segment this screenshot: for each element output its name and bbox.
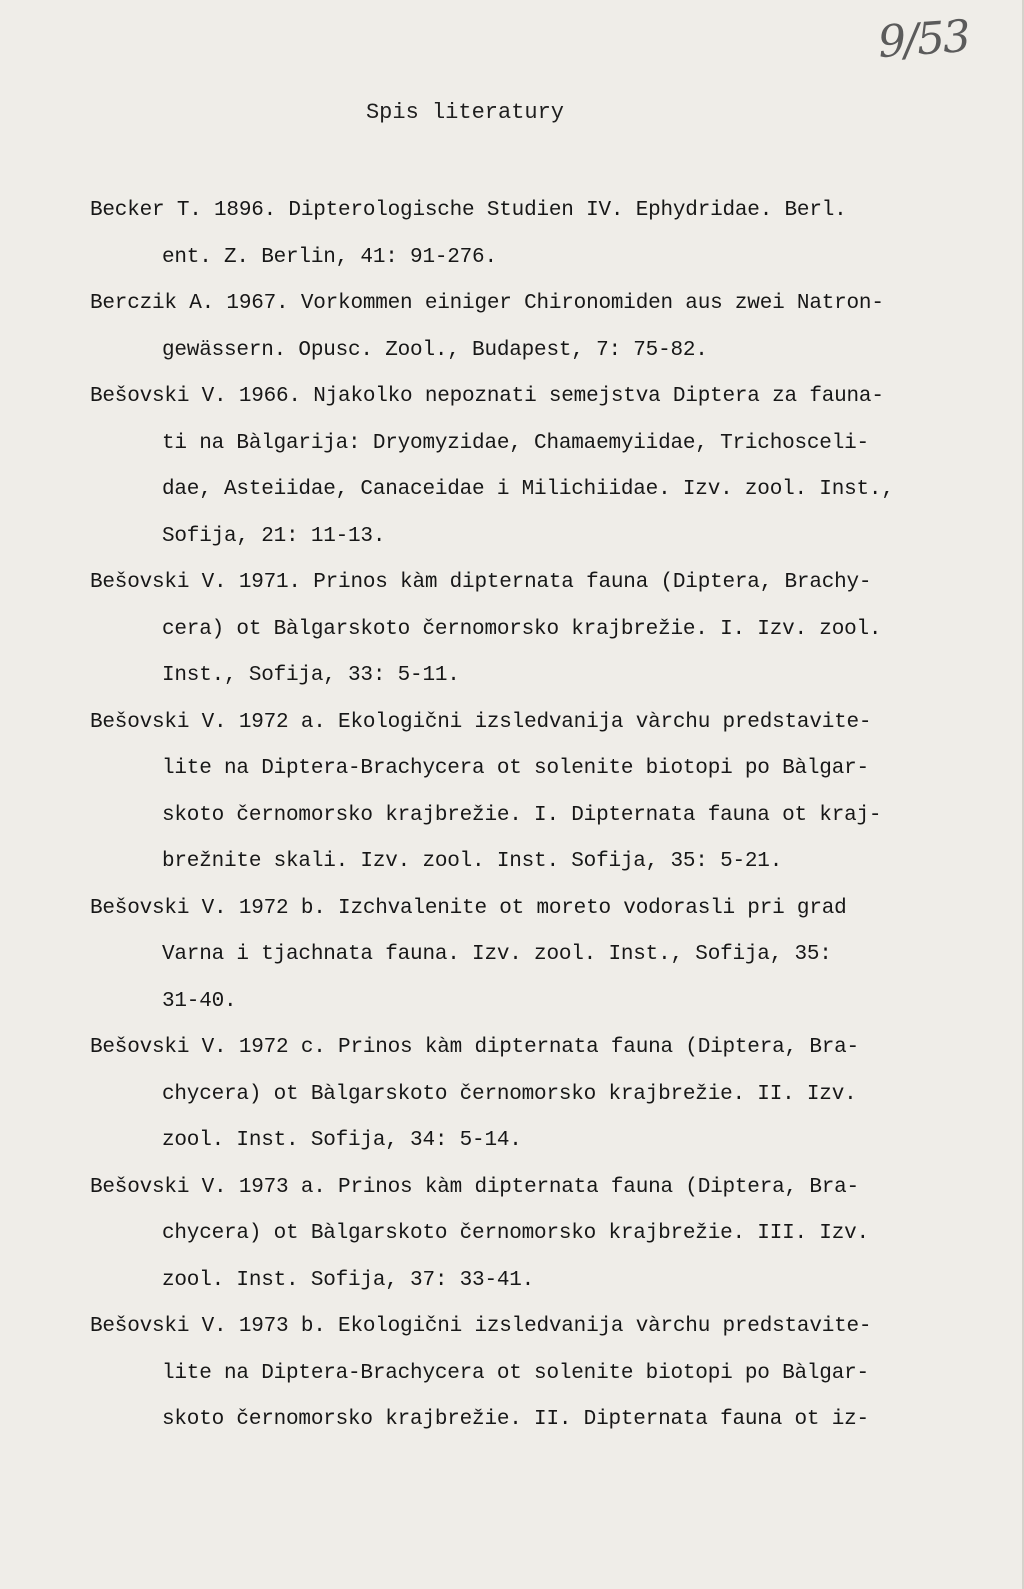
reference-line: Inst., Sofija, 33: 5-11. (162, 664, 460, 687)
reference-line: Bešovski V. 1966. Njakolko nepoznati semejstva Diptera za fauna- (90, 385, 884, 408)
reference-entry (90, 188, 990, 281)
reference-line: ent. Z. Berlin, 41: 91-276. (162, 245, 497, 269)
reference-line: lite na Diptera-Brachycera ot solenite biotopi po Bàlgar- (162, 1361, 869, 1385)
reference-line: Bešovski V. 1972 b. Izchvalenite ot moreto vodorasli pri grad (90, 896, 847, 920)
reference-line: gewässern. Opusc. Zool., Budapest, 7: 75-82. (162, 338, 708, 362)
reference-line: Becker T. 1896. Dipterologische Studien IV. Ephydridae. Berl. (90, 199, 847, 222)
reference-entry (90, 1304, 990, 1444)
reference-entry (90, 1165, 990, 1305)
reference-entry (90, 886, 990, 1026)
reference-line: zool. Inst. Sofija, 37: 33-41. (162, 1268, 535, 1292)
reference-line: skoto černomorsko krajbrežie. I. Dipternata fauna ot kraj- (162, 803, 882, 827)
reference-entry (90, 374, 990, 560)
reference-line: Bešovski V. 1973 b. Ekologični izsledvanija vàrchu predstavite- (90, 1315, 872, 1338)
reference-line: 31-40. (162, 989, 237, 1013)
reference-line: Bešovski V. 1971. Prinos kàm dipternata fauna (Diptera, Brachy- (90, 571, 872, 594)
reference-line: Berczik A. 1967. Vorkommen einiger Chironomiden aus zwei Natron- (90, 292, 884, 315)
reference-entry (90, 560, 990, 700)
reference-line: skoto černomorsko krajbrežie. II. Dipternata fauna ot iz- (162, 1408, 869, 1431)
reference-line: brežnite skali. Izv. zool. Inst. Sofija, 35: 5-21. (162, 850, 783, 873)
page-title: Spis literatury (365, 100, 565, 125)
reference-entry (90, 281, 990, 374)
reference-line: Sofija, 21: 11-13. (162, 524, 386, 548)
reference-line: Varna i tjachnata fauna. Izv. zool. Inst., Sofija, 35: (162, 943, 832, 966)
reference-line: ti na Bàlgarija: Dryomyzidae, Chamaemyiidae, Trichosceli- (162, 431, 869, 455)
reference-entry (90, 700, 990, 886)
reference-line: lite na Diptera-Brachycera ot solenite biotopi po Bàlgar- (162, 757, 869, 780)
reference-list (90, 188, 990, 1444)
reference-line: Bešovski V. 1973 a. Prinos kàm dipternata fauna (Diptera, Bra- (90, 1175, 859, 1199)
reference-entry (90, 1025, 990, 1165)
handwritten-page-number: 9/53 (876, 10, 971, 69)
reference-line: cera) ot Bàlgarskoto černomorsko krajbrežie. I. Izv. zool. (162, 617, 882, 641)
reference-line: zool. Inst. Sofija, 34: 5-14. (162, 1129, 522, 1152)
reference-line: chycera) ot Bàlgarskoto černomorsko krajbrežie. II. Izv. (162, 1082, 857, 1106)
reference-line: Bešovski V. 1972 c. Prinos kàm dipternata fauna (Diptera, Bra- (90, 1036, 859, 1059)
reference-line: Bešovski V. 1972 a. Ekologični izsledvanija vàrchu predstavite- (90, 710, 872, 734)
reference-line: chycera) ot Bàlgarskoto černomorsko krajbrežie. III. Izv. (162, 1222, 869, 1245)
reference-line: dae, Asteiidae, Canaceidae i Milichiidae. Izv. zool. Inst., (162, 478, 894, 501)
